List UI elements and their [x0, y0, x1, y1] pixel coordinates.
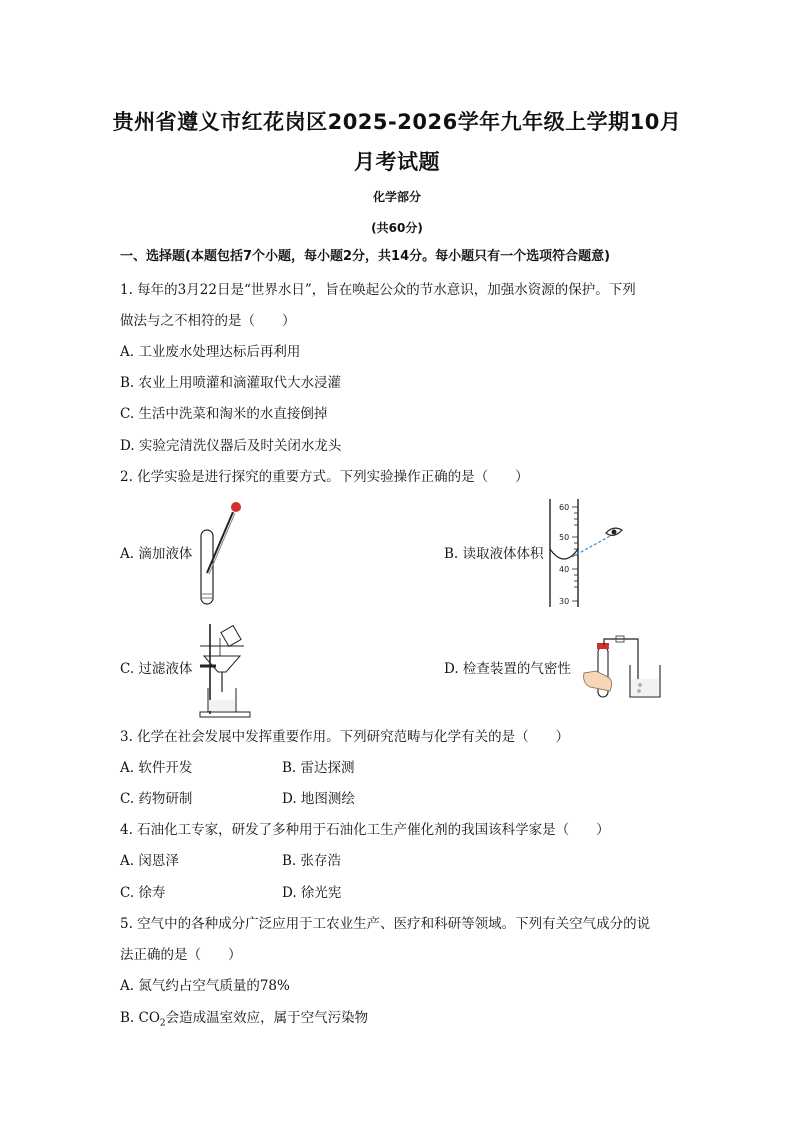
q5-stem-line2: 法正确的是（ ）	[120, 947, 242, 963]
q4-option-a: A. 闵恩泽	[120, 853, 179, 869]
q1-option-b: B. 农业上用喷灌和滴灌取代大水浸灌	[120, 375, 342, 391]
cylinder-tick-50: 50	[559, 533, 570, 542]
q1-option-d: D. 实验完清洗仪器后及时关闭水龙头	[120, 438, 342, 454]
graduated-cylinder-figure	[540, 497, 630, 609]
dropper-in-tube-figure	[193, 498, 249, 610]
q4-option-c: C. 徐寿	[120, 885, 166, 901]
q5-option-b-prefix: B. CO	[120, 1010, 160, 1026]
q3-option-a: A. 软件开发	[120, 760, 193, 776]
q1-stem-line1: 1. 每年的3月22日是“世界水日”，旨在唤起公众的节水意识，加强水资源的保护。下列	[120, 282, 636, 298]
q5-option-b	[120, 1009, 368, 1033]
hand-icon	[584, 671, 612, 691]
section-heading: 一、选择题(本题包括7个小题，每小题2分，共14分。每小题只有一个选项符合题意)	[120, 249, 611, 264]
q4-option-d: D. 徐光宪	[282, 885, 342, 901]
filtration-setup-figure	[196, 620, 256, 720]
q5-option-b-subscript: 2	[159, 1018, 166, 1029]
q2-option-a: A. 滴加液体	[120, 546, 193, 562]
exam-title-line1: 贵州省遵义市红花岗区2025-2026学年九年级上学期10月	[112, 110, 682, 134]
q5-option-a: A. 氮气约占空气质量的78%	[120, 978, 290, 994]
q2-option-d: D. 检查装置的气密性	[444, 661, 571, 677]
q4-stem: 4. 石油化工专家，研发了多种用于石油化工生产催化剂的我国该科学家是（ ）	[120, 822, 610, 838]
q5-option-b-text: 会造成温室效应，属于空气污染物	[165, 1010, 369, 1026]
q3-option-d: D. 地图测绘	[282, 791, 355, 807]
q3-stem: 3. 化学在社会发展中发挥重要作用。下列研究范畴与化学有关的是（ ）	[120, 729, 570, 745]
cylinder-tick-30: 30	[559, 597, 570, 606]
q3-option-b: B. 雷达探测	[282, 760, 355, 776]
exam-title-line2: 月考试题	[354, 150, 440, 174]
subject-label: 化学部分	[372, 190, 421, 204]
cylinder-tick-60: 60	[559, 503, 570, 512]
cylinder-tick-40: 40	[559, 565, 570, 574]
airtightness-check-figure	[580, 633, 664, 701]
q2-option-c: C. 过滤液体	[120, 661, 193, 677]
q2-option-b: B. 读取液体体积	[444, 546, 544, 562]
q3-option-c: C. 药物研制	[120, 791, 193, 807]
q1-option-c: C. 生活中洗菜和淘米的水直接倒掉	[120, 406, 328, 422]
q5-stem-line1: 5. 空气中的各种成分广泛应用于工农业生产、医疗和科研等领域。下列有关空气成分的说	[120, 916, 651, 932]
q2-stem: 2. 化学实验是进行探究的重要方式。下列实验操作正确的是（ ）	[120, 469, 529, 485]
q4-option-b: B. 张存浩	[282, 853, 342, 869]
q1-option-a: A. 工业废水处理达标后再利用	[120, 344, 301, 360]
q1-stem-line2: 做法与之不相符的是（ ）	[120, 313, 296, 329]
total-score: (共60分)	[371, 221, 423, 235]
